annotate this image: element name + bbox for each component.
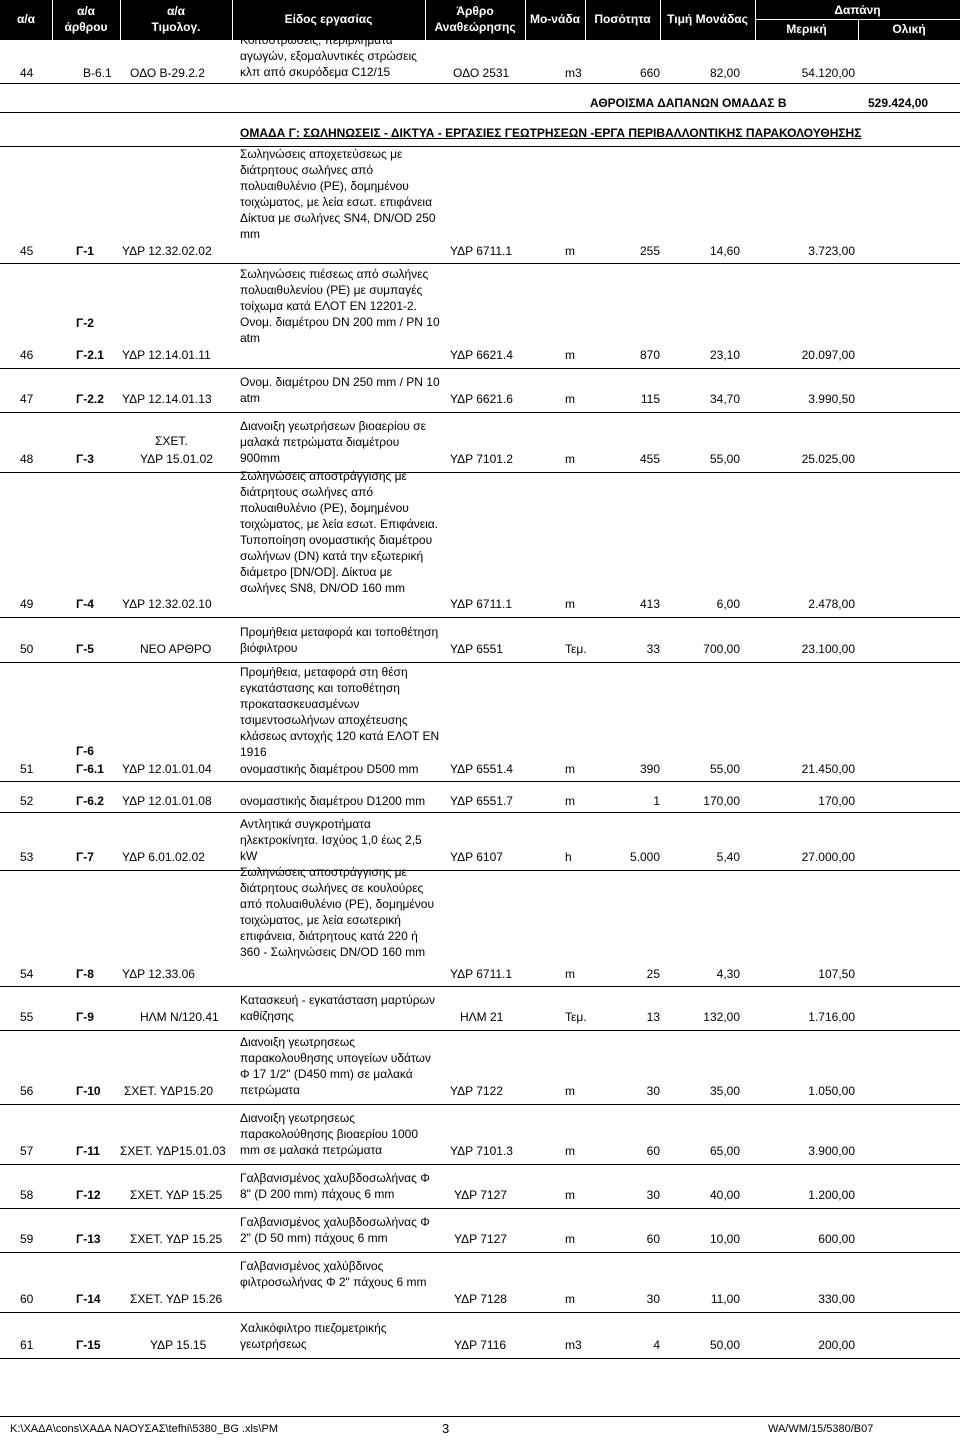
header-total: Ολική [892,22,926,36]
row-partial-cost: 3.723,00 [808,244,855,258]
row-description: Ονομ. διαμέτρου DN 250 mm / PN 10 atm [240,375,440,405]
row-number: 58 [20,1188,34,1202]
row-price-code: ΥΔΡ 12.14.01.13 [122,392,212,406]
row-unit-price: 34,70 [709,392,740,406]
row-description: Γαλβανισμένος χαλυβδοσωλήνας Φ 8" (D 200 mm) πάχους 6 mm [240,1171,430,1201]
row-revision: ΥΔΡ 6551.7 [450,794,513,808]
row-number: 55 [20,1010,34,1024]
row-unit-price: 170,00 [703,794,740,808]
row-partial-cost: 1.200,00 [808,1188,855,1202]
row-unit-price: 132,00 [703,1010,740,1024]
row-unit: m [565,1232,575,1246]
row-unit-price: 82,00 [709,66,740,80]
row-partial-cost: 54.120,00 [801,66,855,80]
row-unit: m [565,1084,575,1098]
footer-divider [0,1416,960,1417]
footer-document-code: WA/WM/15/5380/B07 [768,1423,874,1435]
row-divider [0,1164,960,1165]
row-number: 56 [20,1084,34,1098]
row-divider [0,662,960,663]
row-quantity: 660 [639,66,660,80]
row-article: Γ-4 [76,597,94,611]
row-article: Γ-14 [76,1292,101,1306]
row-price-prefix: ΣΧΕΤ. [155,434,188,448]
row-description: Χαλικόφιλτρο πιεζομετρικής γεωτρήσεως [240,1321,387,1351]
row-unit-price: 40,00 [709,1188,740,1202]
row-price-code: ΣΧΕΤ. ΥΔΡ15.20 [124,1084,214,1098]
row-unit: m [565,244,575,258]
row-unit-price: 23,10 [709,348,740,362]
row-price-code: ΣΧΕΤ. ΥΔΡ 15.26 [130,1292,223,1306]
row-number: 49 [20,597,34,611]
row-article: Γ-8 [76,967,94,981]
row-article: Γ-2.2 [76,392,104,406]
row-number: 61 [20,1338,34,1352]
row-unit: m [565,1292,575,1306]
row-quantity: 455 [639,452,660,466]
row-description: Διανοιξη γεωτρήσεων βιοαερίου σε μαλακά πετρώματα διαμέτρου 900mm [240,419,426,465]
row-unit-price: 55,00 [709,762,740,776]
row-article: Γ-11 [76,1144,100,1158]
header-article-line1: α/α [76,4,96,18]
row-number: 54 [20,967,34,981]
row-divider [0,112,960,113]
row-article: Γ-15 [76,1338,101,1352]
header-type: Είδος εργασίας [284,12,373,26]
row-quantity: 30 [646,1084,660,1098]
row-unit: m [565,597,575,611]
row-article: Γ-3 [76,452,94,466]
header-price-line2: Τιμολογ. [151,20,201,34]
row-unit-price: 4,30 [716,967,740,981]
row-partial-cost: 1.050,00 [808,1084,855,1098]
row-unit: m3 [565,66,582,80]
row-revision: ΥΔΡ 7116 [454,1338,507,1352]
row-description: Αντλητικά συγκροτήματα ηλεκτροκίνητα. Ισχύος 1,0 έως 2,5 kW [240,817,422,863]
row-divider [0,412,960,413]
header-divider [755,19,960,20]
header-rev-line1: Άρθρο [456,4,494,18]
row-price-code: ΥΔΡ 6.01.02.02 [122,850,205,864]
row-revision: ΗΛΜ 21 [460,1010,504,1024]
row-revision: ΥΔΡ 6551 [450,642,503,656]
row-unit: m [565,967,575,981]
row-number: 53 [20,850,34,864]
row-description: Γαλβανισμένος χαλύβδινος φιλτροσωλήνας Φ 2" πάχους 6 mm [240,1259,427,1289]
row-revision: ΥΔΡ 6107 [450,850,503,864]
row-divider [0,781,960,782]
row-unit: m [565,762,575,776]
row-unit-price: 55,00 [709,452,740,466]
row-description: Κατασκευή - εγκατάσταση μαρτύρων καθίζησης [240,993,435,1023]
row-article-group: Γ-2 [76,316,94,330]
row-unit-price: 35,00 [709,1084,740,1098]
row-number: 57 [20,1144,34,1158]
row-partial-cost: 200,00 [818,1338,855,1352]
row-price-code: ΣΧΕΤ. ΥΔΡ 15.25 [130,1188,223,1202]
row-partial-cost: 170,00 [818,794,855,808]
row-article: Β-6.1 [83,66,112,80]
row-partial-cost: 20.097,00 [801,348,855,362]
row-number: 59 [20,1232,34,1246]
row-partial-cost: 27.000,00 [801,850,855,864]
row-unit: m [565,452,575,466]
row-unit: Τεμ. [565,1010,587,1024]
row-quantity: 13 [646,1010,660,1024]
footer-file-path: K:\ΧΑΔΑ\cons\ΧΑΔΑ ΝΑΟΥΣΑΣ\tefhi\5380_BG .xls\PM [10,1423,278,1435]
row-unit-price: 65,00 [709,1144,740,1158]
row-number: 45 [20,244,34,258]
header-cost: Δαπάνη [834,3,881,17]
row-revision: ΥΔΡ 6711.1 [450,597,513,611]
row-quantity: 60 [646,1232,660,1246]
row-quantity: 390 [639,762,660,776]
row-divider [0,368,960,369]
row-unit-price: 6,00 [716,597,740,611]
row-revision: ΥΔΡ 7127 [454,1188,507,1202]
row-partial-cost: 25.025,00 [801,452,855,466]
row-divider [0,83,960,84]
row-revision: ΥΔΡ 7122 [450,1084,503,1098]
row-description-last: ονομαστικής διαμέτρου D500 mm [240,762,419,776]
row-divider [0,986,960,987]
row-quantity: 1 [653,794,660,808]
row-quantity: 30 [646,1188,660,1202]
row-article: Γ-2.1 [76,348,104,362]
row-price-code: ΥΔΡ 12.32.02.02 [122,244,212,258]
row-unit: m [565,794,575,808]
row-description: Προμήθεια, μεταφορά στη θέση εγκατάστασης και τοποθέτηση προκατασκευασμένων τσιμεντοσωλήνων αποχέτευσης κλάσεως αντοχής 120 κατά ΕΛΟΤ ΕΝ 1916 [240,665,440,759]
row-divider [0,1104,960,1105]
row-revision: ΥΔΡ 6551.4 [450,762,513,776]
row-description: Προμήθεια μεταφορά και τοποθέτηση βιόφιλτρου [240,625,439,655]
row-description: Διανοιξη γεωτρησεως παρακολουθησης υπογείων υδάτων Φ 17 1/2" (D450 mm) σε μαλακά πετρώματα [240,1035,431,1097]
row-revision: ΥΔΡ 6621.6 [450,392,513,406]
row-revision: ΥΔΡ 6621.4 [450,348,513,362]
row-quantity: 33 [646,642,660,656]
row-description: Σωληνώσεις αποστράγγισης με διάτρητους σωλήνες από πολυαιθυλένιο (PE), δομημένου τοιχώματος, με λεία εσωτ. Επιφάνεια. Τυποποίηση ονομαστικής διαμέτρου σωλήνων (DN) κατά την εξωτερική διάμετρο [DN/OD]. Δίκτυα με σωλήνες SN8, DN/OD 160 mm [240,469,439,595]
row-divider [0,1208,960,1209]
header-partial: Μερική [786,22,827,36]
row-quantity: 413 [639,597,660,611]
row-revision: ΥΔΡ 6711.1 [450,244,513,258]
header-price-line1: α/α [166,4,186,18]
row-article: Γ-6.1 [76,762,104,776]
row-quantity: 870 [639,348,660,362]
row-divider [0,870,960,871]
row-partial-cost: 3.990,50 [808,392,855,406]
row-partial-cost: 107,50 [818,967,855,981]
row-description: Σωληνώσεις αποχετεύσεως με διάτρητους σωλήνες από πολυαιθυλένιο (PE), δομημένου τοιχώματος, με λεία εσωτ. επιφάνεια Δίκτυα με σωλήνες SN4, DN/OD 250 mm [240,147,436,241]
row-number: 48 [20,452,34,466]
row-price-code: ΥΔΡ 15.15 [150,1338,207,1352]
row-price-code: ΣΧΕΤ. ΥΔΡ15.01.03 [120,1144,226,1158]
row-price-code: ΥΔΡ 12.33.06 [122,967,195,981]
row-article: Γ-6.2 [76,794,104,808]
row-divider [0,472,960,473]
row-unit-price: 10,00 [709,1232,740,1246]
row-article: Γ-12 [76,1188,101,1202]
row-quantity: 255 [639,244,660,258]
row-number: 44 [20,66,34,80]
row-description: Γαλβανισμένος χαλυβδοσωλήνας Φ 2" (D 50 mm) πάχους 6 mm [240,1215,430,1245]
group-total-value: 529.424,00 [868,96,929,110]
row-quantity: 115 [640,392,660,406]
row-number: 52 [20,794,34,808]
row-description: Διανοιξη γεωτρησεως παρακολούθησης βιοαερίου 1000 mm σε μαλακά πετρώματα [240,1111,418,1157]
row-partial-cost: 600,00 [818,1232,855,1246]
row-unit-price: 5,40 [716,850,740,864]
group-total-label: ΑΘΡΟΙΣΜΑ ΔΑΠΑΝΩΝ ΟΜΑΔΑΣ Β [590,96,787,110]
row-description: Σωληνώσεις πιέσεως από σωλήνες πολυαιθυλενίου (PE) με συμπαγές τοίχωμα κατά ΕΛΟΤ ΕΝ 12201-2. Ονομ. διαμέτρου DN 200 mm / PN 10 atm [240,267,440,345]
row-description: Κοιτοστρώσεις, περιβλήματα αγωγών, εξομαλυντικές στρώσεις κλπ από σκυρόδεμα C12/15 [240,33,417,79]
row-price-code: ΥΔΡ 12.32.02.10 [122,597,212,611]
row-description: Σωληνώσεις αποστράγγισης με διάτρητους σωλήνες σε κουλούρες από πολυαιθυλένιο (PE), δομημένου τοιχώματος, με λεία εσωτερική επιφάνεια, διάτρητους κατά 220 ή 360 - Σωληνώσεις DN/OD 160 mm [240,865,435,959]
row-article-group: Γ-6 [76,744,94,758]
row-price-code: ΥΔΡ 12.14.01.11 [122,348,211,362]
row-number: 51 [20,762,34,776]
row-unit: h [565,850,572,864]
row-price-code: ΝΕΟ ΑΡΘΡΟ [140,642,212,656]
row-revision: ΥΔΡ 7127 [454,1232,507,1246]
row-price-code: ΥΔΡ 15.01.02 [140,452,213,466]
row-number: 46 [20,348,34,362]
row-price-code: ΥΔΡ 12.01.01.04 [122,762,212,776]
row-revision: ΟΔΟ 2531 [453,66,510,80]
header-aa: α/α [16,12,36,26]
row-partial-cost: 1.716,00 [808,1010,855,1024]
row-unit-price: 700,00 [703,642,740,656]
row-quantity: 4 [653,1338,660,1352]
row-unit: m3 [565,1338,582,1352]
row-number: 60 [20,1292,34,1306]
row-divider [0,146,960,147]
row-description: ονομαστικής διαμέτρου D1200 mm [240,794,426,808]
row-unit: m [565,392,575,406]
group-title: ΟΜΑΔΑ Γ: ΣΩΛΗΝΩΣΕΙΣ - ΔΙΚΤΥΑ - ΕΡΓΑΣΙΕΣ ΓΕΩΤΡΗΣΕΩΝ -ΕΡΓΑ ΠΕΡΙΒΑΛΛΟΝΤΙΚΗΣ ΠΑΡΑΚΟΛΟΥΘΗΣΗΣ [240,126,862,140]
row-price-code: ΟΔΟ Β-29.2.2 [130,66,205,80]
row-revision: ΥΔΡ 7101.3 [450,1144,513,1158]
row-divider [0,1312,960,1313]
row-divider [0,1358,960,1359]
row-revision: ΥΔΡ 7128 [454,1292,507,1306]
row-unit-price: 14,60 [709,244,740,258]
row-divider [0,812,960,813]
header-article-line2: άρθρου [64,20,108,34]
row-divider [0,263,960,264]
header-rev-line2: Αναθεώρησης [434,20,516,34]
row-partial-cost: 3.900,00 [808,1144,855,1158]
row-divider [0,1252,960,1253]
row-number: 50 [20,642,34,656]
row-divider [0,617,960,618]
row-unit: m [565,1144,575,1158]
row-unit: m [565,1188,575,1202]
row-revision: ΥΔΡ 7101.2 [450,452,513,466]
row-unit: Τεμ. [565,642,587,656]
row-price-code: ΣΧΕΤ. ΥΔΡ 15.25 [130,1232,223,1246]
header-qty: Ποσότητα [594,12,651,26]
row-quantity: 60 [646,1144,660,1158]
row-article: Γ-5 [76,642,94,656]
row-partial-cost: 330,00 [818,1292,855,1306]
row-unit-price: 11,00 [710,1292,740,1306]
row-number: 47 [20,392,34,406]
row-divider [0,1030,960,1031]
row-unit: m [565,348,575,362]
header-unitprice: Τιμή Μονάδας [667,12,748,26]
row-article: Γ-1 [76,244,94,258]
row-article: Γ-13 [76,1232,101,1246]
row-price-code: ΥΔΡ 12.01.01.08 [122,794,212,808]
row-unit-price: 50,00 [709,1338,740,1352]
row-quantity: 25 [646,967,660,981]
row-revision: ΥΔΡ 6711.1 [450,967,513,981]
footer-page-number: 3 [442,1421,450,1436]
row-article: Γ-10 [76,1084,101,1098]
row-price-code: ΗΛΜ Ν/120.41 [140,1010,219,1024]
row-partial-cost: 21.450,00 [801,762,855,776]
row-article: Γ-9 [76,1010,94,1024]
row-article: Γ-7 [76,850,94,864]
row-quantity: 30 [646,1292,660,1306]
header-unit: Μο-νάδα [529,12,581,26]
row-partial-cost: 2.478,00 [808,597,855,611]
row-partial-cost: 23.100,00 [801,642,855,656]
row-quantity: 5.000 [629,850,660,864]
